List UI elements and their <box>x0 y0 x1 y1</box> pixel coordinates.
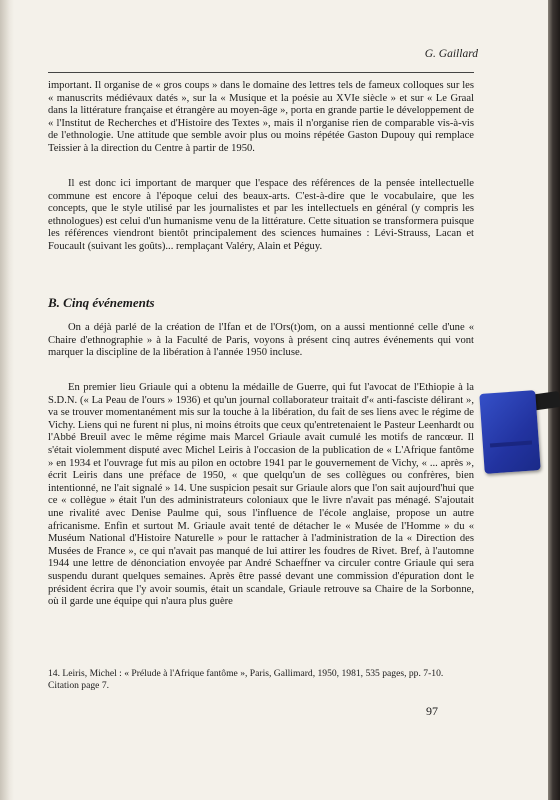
page-gutter <box>0 0 14 800</box>
binder-clip <box>478 384 560 480</box>
running-head: G. Gaillard <box>424 48 478 60</box>
clip-body <box>479 390 540 474</box>
paragraph: Il est donc ici important de marquer que l'espace des références de la pensée intellectuelle commune est encore à l'époque celui des beaux-arts. C'est-à-dire que le vocabulaire, que les concepts, que le style utilisé par les journalistes et par les intellectuels en général (y compris les ethnologues) est celui d'un humanisme venu de la littérature. Cette situation se transformera puisque les références viendront bientôt principalement des sciences humaines : Lévi-Strauss, Lacan et Foucault (suivant les goûts)... remplaçant Valéry, Alain et Péguy. <box>48 178 474 252</box>
paragraph: On a déjà parlé de la création de l'Ifan et de l'Ors(t)om, on a aussi mentionné celle d'une « Chaire d'ethnographie » à la Faculté de Paris, voyons à présent cinq autres événements qui vont marquer la discipline de la libération à l'année 1950 incluse. <box>48 322 474 359</box>
paragraph: important. Il organise de « gros coups » dans le domaine des lettres tels de fameux colloques sur les « manuscrits médiévaux datés », sur la « Musique et la poésie au XVIe siècle » et sur « Le Graal dans la littérature française et étrangère au moyen-âge », porta en grande partie le développement de « l'Institut de Recherches et d'Histoire des Textes », mais il n'organise rien de comparable vis-à-vis de l'ethnologie. Une attitude que semble avoir plus ou moins répétée Gaston Dupouy qui remplace Teissier à la direction du Centre à partir de 1950. <box>48 80 474 154</box>
paragraph: En premier lieu Griaule qui a obtenu la médaille de Guerre, qui fut l'avocat de l'Ethiopie à la S.D.N. (« La Peau de l'ours » 1936) et qu'un journal collaborateur traitait d'« anti-fasciste délirant », va se trouver momentanément mis sur la touche à la libération, du fait de ses liens avec le régime de Vichy. Liens qui ne furent ni plus, ni moins étroits que ceux qu'entretenaient le Pasteur Leenhardt ou l'Abbé Breuil avec le même régime mais Marcel Griaule avait cumulé les motifs de rancœur. Il s'était violemment disputé avec Michel Leiris à l'occasion de la publication de « L'Afrique fantôme » en 1934 et l'ouvrage fut mis au pilon en octobre 1941 par le gouvernement de Vichy, « ... après », écrit Leiris dans une préface de 1950, « que quelqu'un de ses collègues ou confrères, bien intentionné, ne l'ait signalé » 14. Une suspicion pesait sur Griaule alors que l'on sait aujourd'hui que ce « collègue » était l'un des administrateurs coloniaux que le livre n'avait pas ménagé. S'ajoutait une rivalité avec Denise Paulme qui, sous l'influence de l'école anglaise, propose un autre africanisme. Enfin et surtout M. Griaule avait tenté de détacher le « Musée de l'Homme » du « Muséum National d'Histoire Naturelle » pour le rattacher à l'administration de la « Direction des Musées de France », ce qui n'avait pas manqué de lui attirer les foudres de Rivet. Bref, à l'automne 1944 une lettre de dénonciation envoyée par André Schaeffner va circuler contre Griaule qui sera suspendu durant quelques semaines. Après être passé devant une commission d'épuration dont le président écrira que l'y avoir soumis, était un scandale, Griaule retrouve sa Chaire de la Sorbonne, où il garde une équipe qui n'aura plus guère <box>48 382 474 608</box>
page-number: 97 <box>426 704 438 718</box>
header-rule <box>48 72 474 73</box>
footnote: 14. Leiris, Michel : « Prélude à l'Afrique fantôme », Paris, Gallimard, 1950, 1981, 535 pages, pp. 7-10. Citation page 7. <box>48 668 444 691</box>
section-heading: B. Cinq événements <box>48 295 155 310</box>
